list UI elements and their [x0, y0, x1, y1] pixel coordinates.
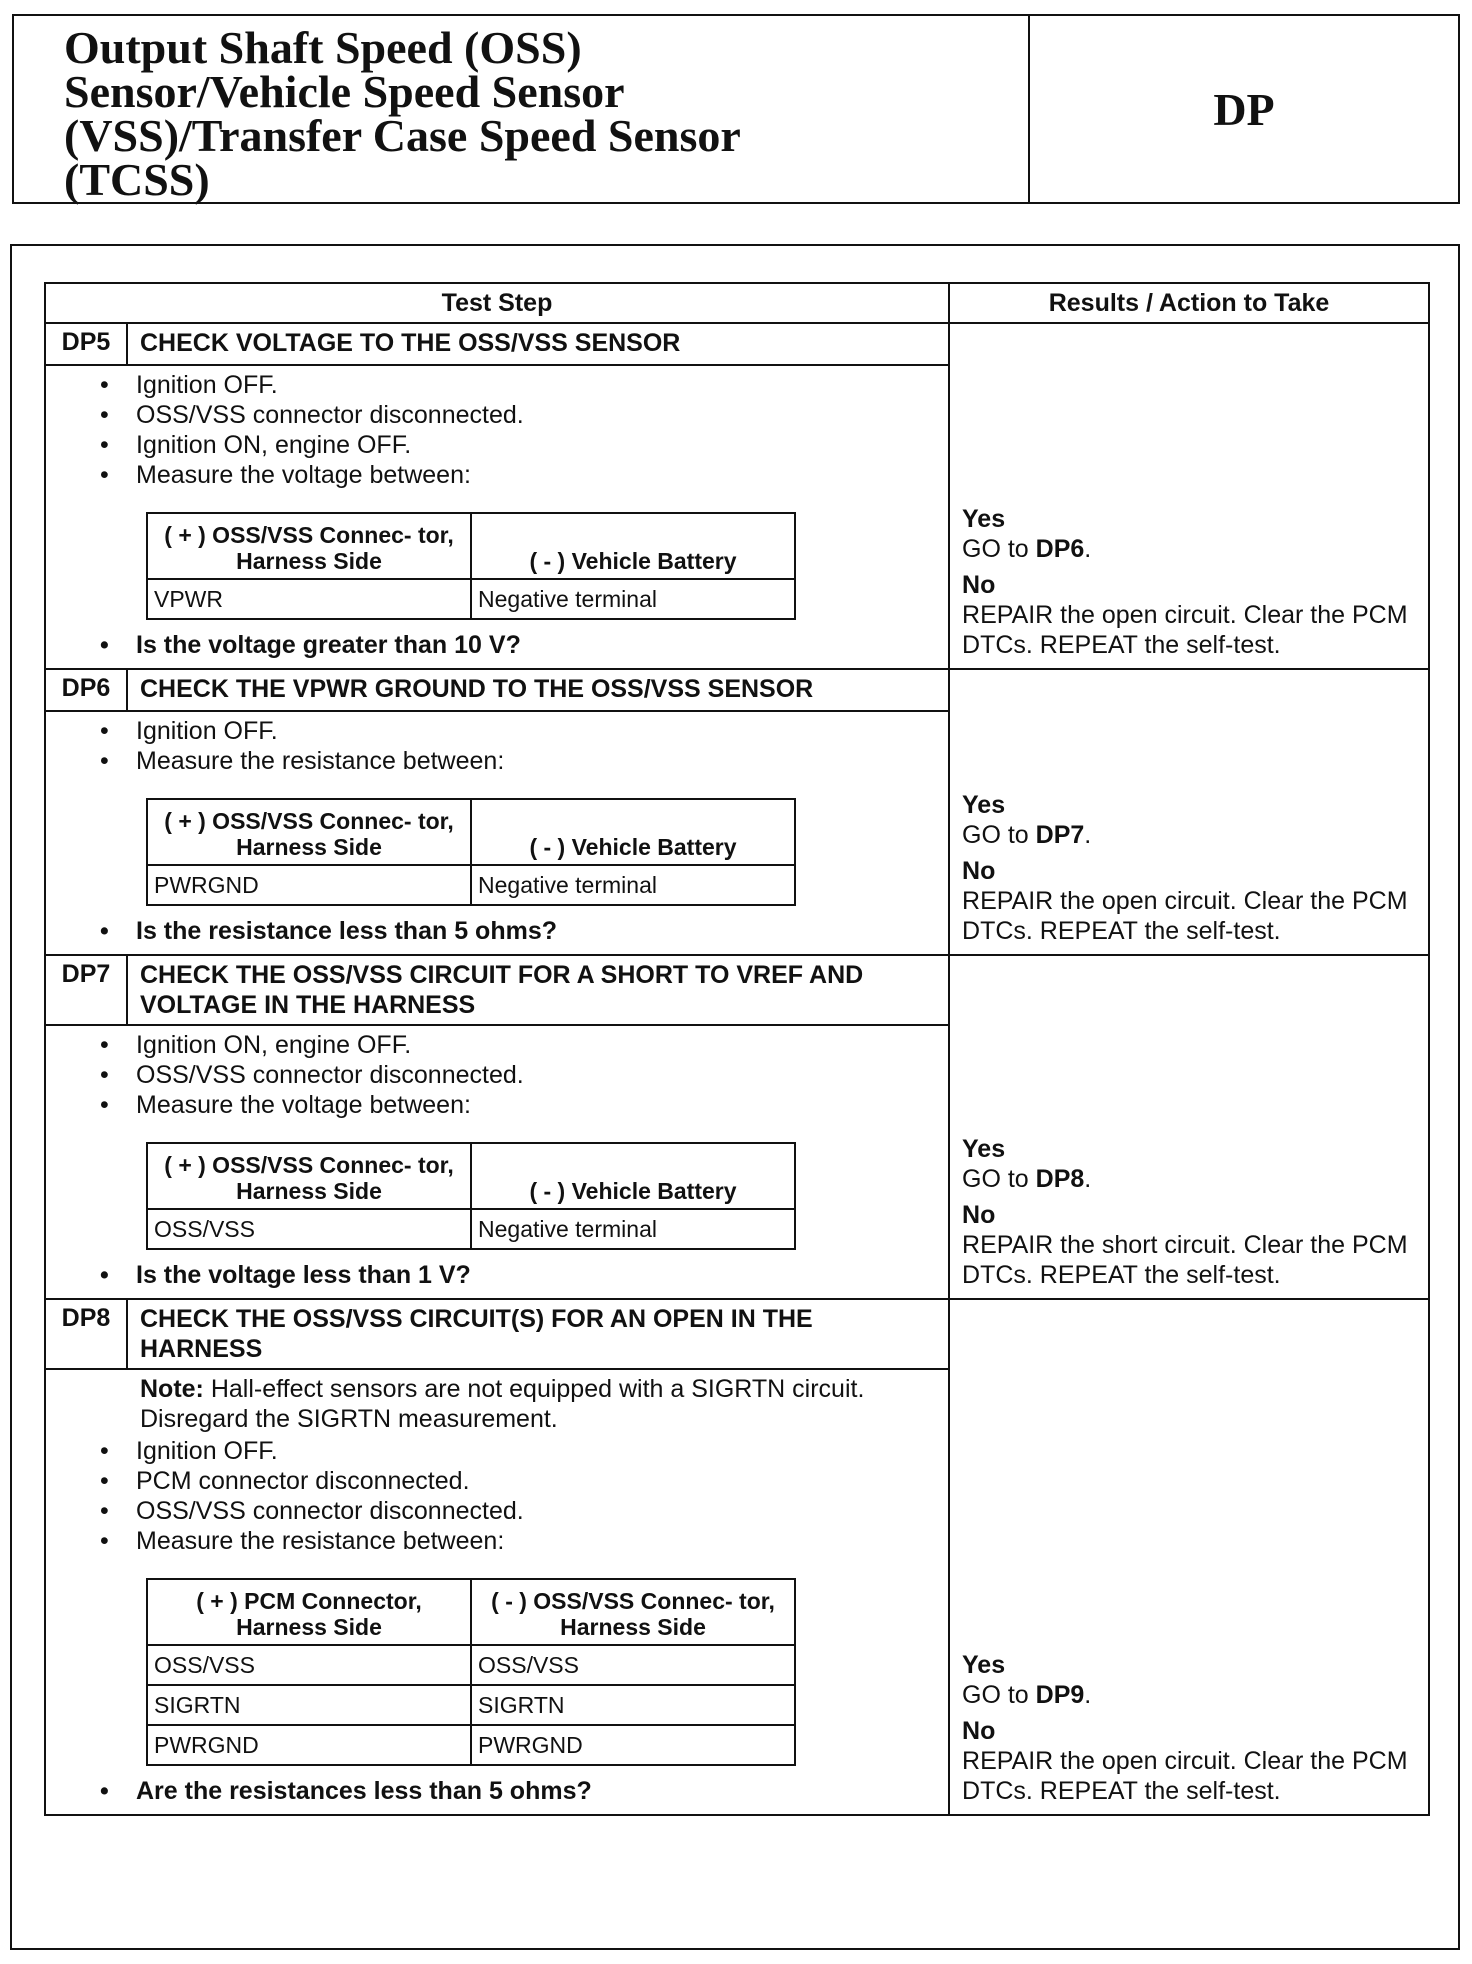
action-cell [949, 955, 1429, 1299]
yes-action [962, 820, 1416, 850]
measurement-header: ( - ) Vehicle Battery [471, 1143, 795, 1209]
step-question: • Is the voltage greater than 10 V? [96, 630, 938, 660]
title-line: (TCSS) [64, 154, 210, 205]
title-line: Sensor/Vehicle Speed Sensor [64, 66, 625, 117]
page-header [12, 14, 1460, 204]
measurement-cell: OSS/VSS [147, 1645, 471, 1685]
measurement-cell: SIGRTN [471, 1685, 795, 1725]
measurement-header: ( - ) Vehicle Battery [471, 799, 795, 865]
measurement-cell: OSS/VSS [471, 1645, 795, 1685]
measurement-row [147, 1645, 795, 1685]
yes-prefix: GO to [962, 535, 1029, 563]
instruction-item: • Measure the resistance between: [96, 746, 938, 776]
step-title-row [45, 955, 1429, 1025]
section-code: DP [1213, 83, 1275, 135]
measurement-header-row [147, 513, 795, 579]
yes-prefix: GO to [962, 1165, 1029, 1193]
measurement-row [147, 579, 795, 619]
step-id: DP6 [45, 669, 127, 711]
yes-action [962, 1680, 1416, 1710]
measurement-row [147, 1685, 795, 1725]
instruction-item: • OSS/VSS connector disconnected. [96, 1060, 938, 1090]
instruction-list [96, 1436, 938, 1556]
yes-label: Yes [962, 1135, 1006, 1163]
instruction-item: • Measure the voltage between: [96, 1090, 938, 1120]
step-note [140, 1374, 938, 1434]
measurement-cell: Negative terminal [471, 865, 795, 905]
yes-suffix: . [1084, 1165, 1092, 1193]
no-label: No [962, 1717, 996, 1745]
step-body [45, 1369, 949, 1815]
measurement-table [146, 1142, 796, 1250]
measurement-header-row [147, 799, 795, 865]
instruction-item: • OSS/VSS connector disconnected. [96, 1496, 938, 1526]
step-title-row [45, 669, 1429, 711]
measurement-table [146, 512, 796, 620]
no-action: REPAIR the short circuit. Clear the PCM DTCs. REPEAT the self-test. [962, 1231, 1408, 1289]
yes-target: DP8 [1035, 1165, 1085, 1193]
instruction-list [96, 716, 938, 776]
yes-label: Yes [962, 505, 1006, 533]
instruction-list [96, 1030, 938, 1120]
no-label: No [962, 571, 996, 599]
measurement-cell: Negative terminal [471, 1209, 795, 1249]
measurement-header: ( + ) OSS/VSS Connec- tor, Harness Side [147, 1143, 471, 1209]
measurement-header: ( - ) Vehicle Battery [471, 513, 795, 579]
measurement-cell: Negative terminal [471, 579, 795, 619]
instruction-item: • Ignition OFF. [96, 1436, 938, 1466]
instruction-item: • OSS/VSS connector disconnected. [96, 400, 938, 430]
step-body [45, 711, 949, 955]
instruction-item: • Ignition ON, engine OFF. [96, 1030, 938, 1060]
instruction-item: • Ignition OFF. [96, 370, 938, 400]
measurement-header: ( + ) OSS/VSS Connec- tor, Harness Side [147, 513, 471, 579]
measurement-row [147, 865, 795, 905]
question-list [96, 630, 938, 660]
step-question: • Is the voltage less than 1 V? [96, 1260, 938, 1290]
yes-suffix: . [1084, 1681, 1092, 1709]
title-line: Output Shaft Speed (OSS) [64, 22, 582, 73]
no-action: REPAIR the open circuit. Clear the PCM DTCs. REPEAT the self-test. [962, 601, 1408, 659]
measurement-cell: PWRGND [471, 1725, 795, 1765]
step-body [45, 1025, 949, 1299]
step-id: DP5 [45, 323, 127, 365]
step-title: CHECK THE OSS/VSS CIRCUIT(S) FOR AN OPEN IN THE HARNESS [127, 1299, 949, 1369]
instruction-list [96, 370, 938, 490]
test-step-header: Test Step [45, 283, 949, 323]
no-action: REPAIR the open circuit. Clear the PCM DTCs. REPEAT the self-test. [962, 887, 1408, 945]
step-id: DP8 [45, 1299, 127, 1369]
yes-target: DP6 [1035, 535, 1085, 563]
yes-prefix: GO to [962, 1681, 1029, 1709]
measurement-table [146, 798, 796, 906]
diagnostic-table [44, 282, 1430, 1816]
yes-prefix: GO to [962, 821, 1029, 849]
table-header-row [45, 283, 1429, 323]
measurement-cell: PWRGND [147, 1725, 471, 1765]
step-question: • Is the resistance less than 5 ohms? [96, 916, 938, 946]
question-list [96, 916, 938, 946]
title-line: (VSS)/Transfer Case Speed Sensor [64, 110, 741, 161]
yes-target: DP7 [1035, 821, 1085, 849]
measurement-cell: OSS/VSS [147, 1209, 471, 1249]
measurement-header: ( + ) OSS/VSS Connec- tor, Harness Side [147, 799, 471, 865]
measurement-header: ( - ) OSS/VSS Connec- tor, Harness Side [471, 1579, 795, 1645]
yes-label: Yes [962, 1651, 1006, 1679]
yes-suffix: . [1084, 535, 1092, 563]
instruction-item: • Measure the resistance between: [96, 1526, 938, 1556]
measurement-row [147, 1209, 795, 1249]
instruction-item: • Ignition ON, engine OFF. [96, 430, 938, 460]
step-title: CHECK THE VPWR GROUND TO THE OSS/VSS SENSOR [127, 669, 949, 711]
page-title [64, 22, 1024, 205]
measurement-cell: SIGRTN [147, 1685, 471, 1725]
yes-action [962, 1164, 1416, 1194]
step-title-row [45, 323, 1429, 365]
measurement-table [146, 1578, 796, 1766]
measurement-header-row [147, 1579, 795, 1645]
note-text: Hall-effect sensors are not equipped with a SIGRTN circuit. Disregard the SIGRTN measurement. [140, 1375, 865, 1433]
instruction-item: • Ignition OFF. [96, 716, 938, 746]
question-list [96, 1776, 938, 1806]
results-header: Results / Action to Take [949, 283, 1429, 323]
measurement-header-row [147, 1143, 795, 1209]
measurement-cell: VPWR [147, 579, 471, 619]
instruction-item: • PCM connector disconnected. [96, 1466, 938, 1496]
step-id: DP7 [45, 955, 127, 1025]
question-list [96, 1260, 938, 1290]
measurement-header: ( + ) PCM Connector, Harness Side [147, 1579, 471, 1645]
step-title-row [45, 1299, 1429, 1369]
measurement-row [147, 1725, 795, 1765]
step-body [45, 365, 949, 669]
yes-suffix: . [1084, 821, 1092, 849]
action-cell [949, 669, 1429, 955]
no-label: No [962, 857, 996, 885]
action-cell [949, 1299, 1429, 1815]
instruction-item: • Measure the voltage between: [96, 460, 938, 490]
yes-label: Yes [962, 791, 1006, 819]
action-cell [949, 323, 1429, 669]
yes-action [962, 534, 1416, 564]
measurement-cell: PWRGND [147, 865, 471, 905]
no-action: REPAIR the open circuit. Clear the PCM DTCs. REPEAT the self-test. [962, 1747, 1408, 1805]
note-label: Note: [140, 1375, 204, 1403]
step-question: • Are the resistances less than 5 ohms? [96, 1776, 938, 1806]
step-title: CHECK THE OSS/VSS CIRCUIT FOR A SHORT TO VREF AND VOLTAGE IN THE HARNESS [127, 955, 949, 1025]
yes-target: DP9 [1035, 1681, 1085, 1709]
no-label: No [962, 1201, 996, 1229]
step-title: CHECK VOLTAGE TO THE OSS/VSS SENSOR [127, 323, 949, 365]
